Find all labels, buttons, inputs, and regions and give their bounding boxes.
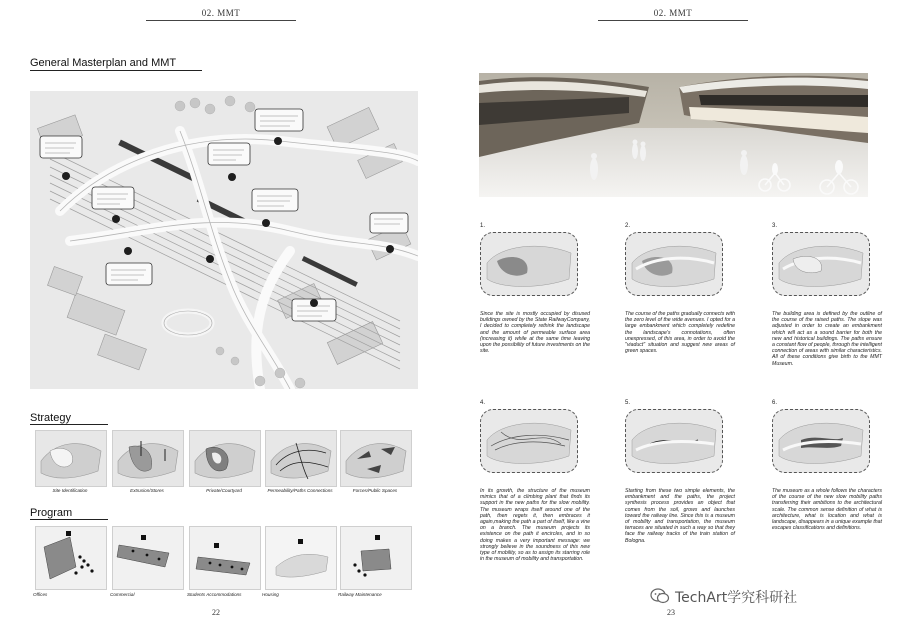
strategy-thumb-1 bbox=[35, 430, 107, 487]
strategy-caption-1: Site Identification bbox=[52, 488, 88, 493]
step-1-image bbox=[480, 232, 578, 296]
program-thumb-4 bbox=[265, 526, 337, 590]
step-3-text: The building area is defined by the outline of the course of the raised paths. The slope was adjusted in order to create an embankment which will act as a sound barrier for both the new and historical buildings. The paths ensure a constant flow of people, through the intelligent connection of areas with similar characteristics. All of these conditions give birth to the MMT Museum. bbox=[772, 311, 882, 367]
step-4-text: In its growth, the structure of the museum mimics that of a climbing plant that finds its support in the new paths for the slow mobility. The museum wraps itself around one of the path, then regets it, then embraces it again,making the path a part of itself, like a vine on a branch. The museum projects its existence on the path it encircles, and in so doing makes a very important message: we strongly believe in the soundness of this new type of mobility, so as to assign its starring role in the museum of mobility and transportation. bbox=[480, 488, 590, 563]
left-page-header: 02. MMT bbox=[201, 8, 241, 18]
right-page-header: 02. MMT bbox=[653, 8, 693, 18]
wechat-icon bbox=[650, 586, 670, 606]
right-page-number: 23 bbox=[667, 608, 675, 617]
masterplan-image bbox=[30, 91, 418, 389]
strategy-caption-4: Permeability/Paths Connections bbox=[267, 488, 333, 493]
left-header-rule bbox=[146, 20, 296, 21]
program-caption-2: Commercial bbox=[110, 592, 135, 597]
program-caption-3: Students Accommodations bbox=[187, 592, 242, 597]
program-caption-5: Railway Maintenance bbox=[338, 592, 382, 597]
strategy-thumb-4 bbox=[265, 430, 337, 487]
strategy-thumb-5 bbox=[340, 430, 412, 487]
step-1-number: 1. bbox=[480, 223, 486, 229]
strategy-thumb-3 bbox=[189, 430, 261, 487]
step-5-text: Starting from these two simple elements, the embankment and the paths, the project synthesis process provides an object that comes from the soil, grows and launches toward the railway line. Since this is a museum of mobility and transportation, the museum terraces are situated in such a way so that they face the railway tracks of the train station of Bologna. bbox=[625, 488, 735, 544]
step-2-image bbox=[625, 232, 723, 296]
strategy-caption-2: Extrusion/Stores bbox=[130, 488, 164, 493]
masterplan-title-rule bbox=[30, 70, 202, 71]
program-title: Program bbox=[30, 507, 73, 519]
step-3-image bbox=[772, 232, 870, 296]
masterplan-title: General Masterplan and MMT bbox=[30, 57, 177, 69]
strategy-caption-5: Forces/Public Spaces bbox=[352, 488, 398, 493]
strategy-title-rule bbox=[30, 424, 108, 425]
step-6-text: The museum as a whole follows the characters of the course of the new slow mobility paths transferring their ambitions to the architectural scale. The common sense definition of what is architecture, what is location and what is landscape, disappears in a unique example that escapes classifications and definitions. bbox=[772, 488, 882, 532]
step-1-text: Since the site is mostly occupied by disused buildings owned by the State RailwayCompany, I decided to completely rethink the landscape and the amount of permeable surface area (increasing it) while at the same time leaving upon the possibility of future investments on the site. bbox=[480, 311, 590, 355]
step-6-number: 6. bbox=[772, 400, 778, 406]
program-thumb-1 bbox=[35, 526, 107, 590]
strategy-title: Strategy bbox=[30, 412, 71, 424]
program-thumb-3 bbox=[189, 526, 261, 590]
program-thumb-2 bbox=[112, 526, 184, 590]
step-2-number: 2. bbox=[625, 223, 631, 229]
program-thumb-5 bbox=[340, 526, 412, 590]
program-caption-1: Offices bbox=[33, 592, 48, 597]
watermark-text: TechArt学究科研社 bbox=[675, 590, 798, 606]
step-5-number: 5. bbox=[625, 400, 631, 406]
right-header-rule bbox=[598, 20, 748, 21]
strategy-caption-3: Private/Courtyard bbox=[206, 488, 242, 493]
step-4-number: 4. bbox=[480, 400, 486, 406]
museum-render-image bbox=[479, 73, 868, 197]
step-6-image bbox=[772, 409, 870, 473]
step-3-number: 3. bbox=[772, 223, 778, 229]
left-page-number: 22 bbox=[212, 608, 220, 617]
step-2-text: The course of the paths gradually connects with the zero level of the wide avenues. I opted for a large embankment which completely redefine the landscape's connotations, often unexpressed, of this area, in order to avoid the "viaduct" situation and suggest new areas of green spaces. bbox=[625, 311, 735, 355]
program-caption-4: Housing bbox=[262, 592, 279, 597]
program-title-rule bbox=[30, 519, 108, 520]
step-5-image bbox=[625, 409, 723, 473]
strategy-thumb-2 bbox=[112, 430, 184, 487]
step-4-image bbox=[480, 409, 578, 473]
